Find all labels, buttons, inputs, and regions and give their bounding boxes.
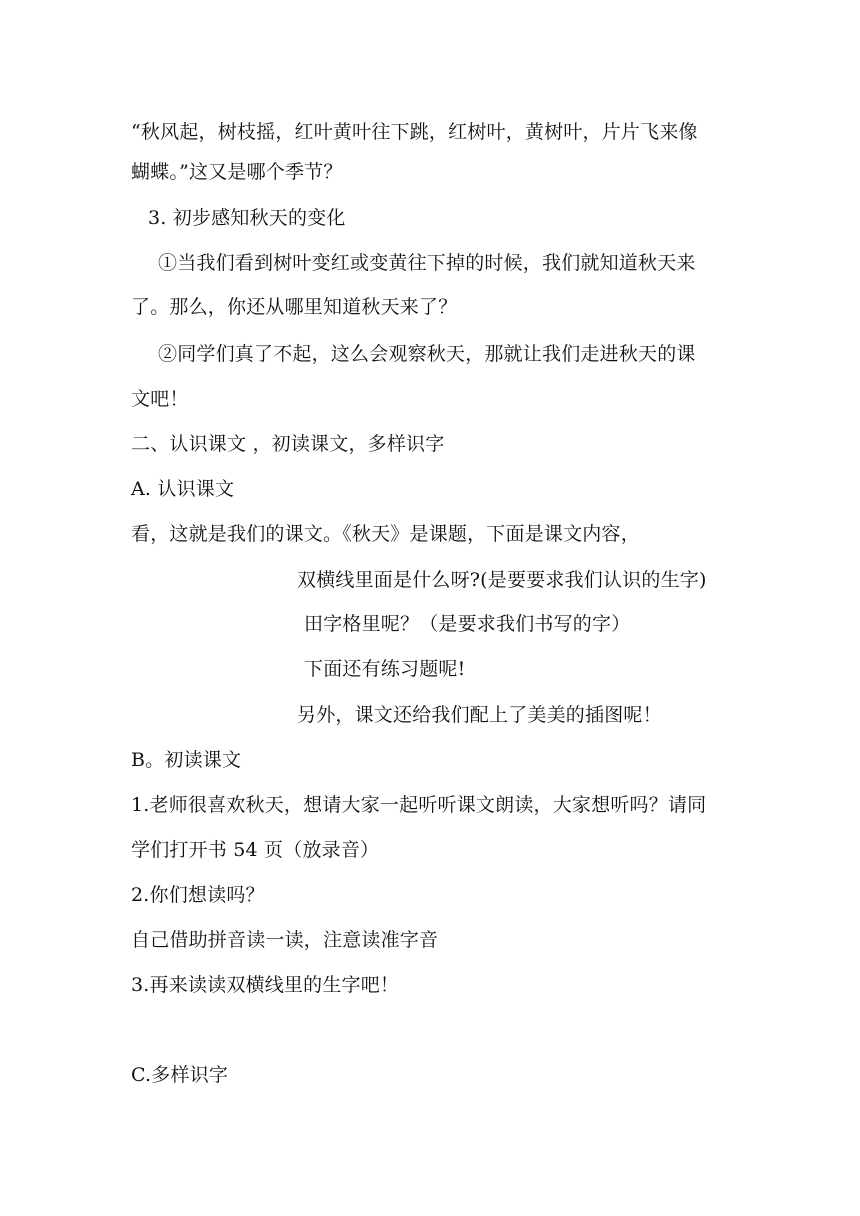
paragraph-line: 下面还有练习题呢!: [304, 658, 466, 680]
paragraph-line: 学们打开书 54 页（放录音）: [131, 839, 380, 861]
paragraph-line: 2.你们想读吗？: [131, 884, 265, 906]
paragraph-line: 1.老师很喜欢秋天，想请大家一起听听课文朗读，大家想听吗？请同: [131, 794, 707, 816]
paragraph-line: 文吧！: [131, 388, 189, 410]
section-heading: 3. 初步感知秋天的变化: [148, 207, 346, 229]
paragraph-line: “秋风起，树枝摇，红叶黄叶往下跳，红树叶，黄树叶，片片飞来像: [131, 121, 698, 143]
subsection-heading: A. 认识课文: [131, 478, 235, 500]
paragraph-line: 双横线里面是什么呀?(是要要求我们认识的生字): [297, 569, 707, 591]
paragraph-line: ①当我们看到树叶变红或变黄往下掉的时候，我们就知道秋天来: [158, 252, 696, 274]
paragraph-line: 自己借助拼音读一读，注意读准字音: [131, 929, 439, 951]
paragraph-line: 蝴蝶。”这又是哪个季节？: [131, 161, 343, 183]
paragraph-line: ②同学们真了不起，这么会观察秋天，那就让我们走进秋天的课: [158, 343, 696, 365]
subsection-heading: C.多样识字: [131, 1064, 229, 1086]
subsection-heading: B。初读课文: [131, 749, 242, 771]
paragraph-line: 另外，课文还给我们配上了美美的插图呢！: [297, 704, 662, 726]
paragraph-line: 3.再来读读双横线里的生字吧！: [131, 974, 400, 996]
section-heading: 二、认识课文 ，初读课文，多样识字: [131, 433, 445, 455]
paragraph-line: 看，这就是我们的课文。《秋天》是课题，下面是课文内容，: [131, 523, 640, 545]
paragraph-line: 田字格里呢？（是要求我们书写的字）: [304, 613, 631, 635]
paragraph-line: 了。那么，你还从哪里知道秋天来了？: [131, 296, 458, 318]
